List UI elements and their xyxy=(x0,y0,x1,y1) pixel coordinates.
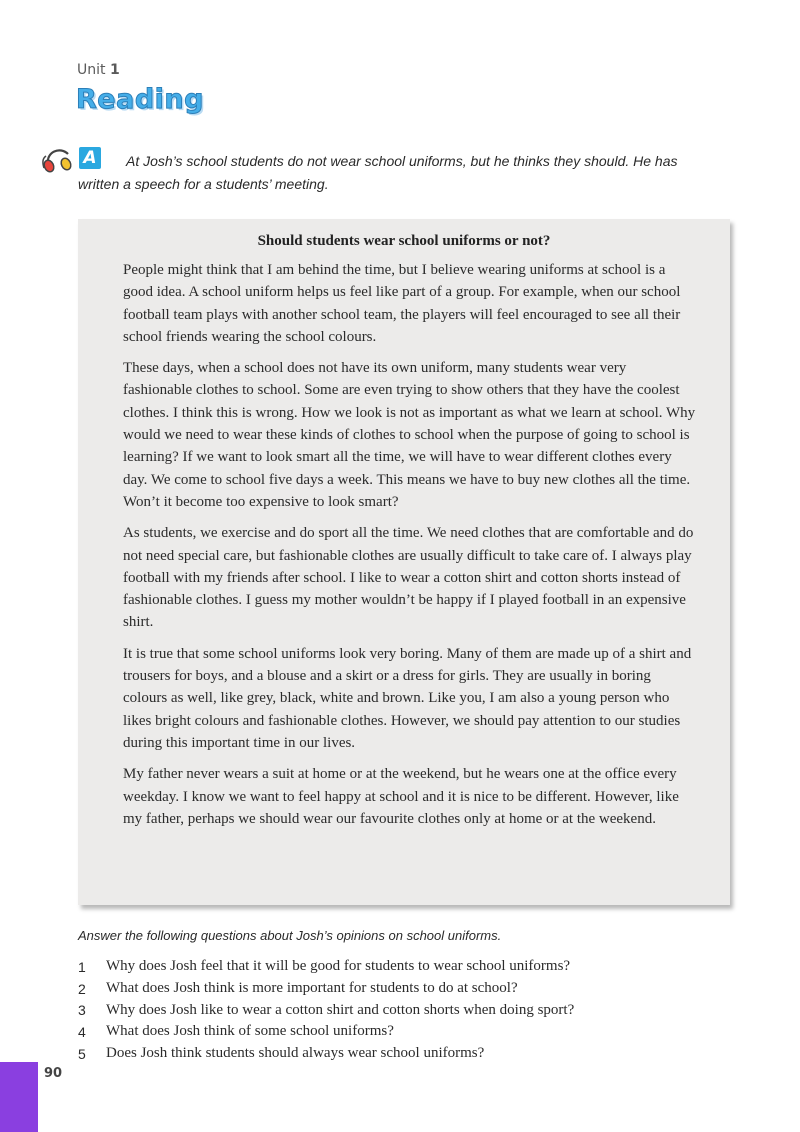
unit-label xyxy=(77,62,120,78)
unit-word: Unit xyxy=(77,62,106,78)
questions-intro: Answer the following questions about Josh’s opinions on school uniforms. xyxy=(78,928,502,943)
question-item xyxy=(78,1021,758,1043)
question-text: Why does Josh feel that it will be good for students to wear school uniforms? xyxy=(106,958,571,975)
activity-instructions: At Josh’s school students do not wear school uniforms, but he thinks they should. He has written a speech for a students’ meeting. xyxy=(78,153,678,192)
section-title: Reading xyxy=(76,84,204,115)
speech-paragraph: It is true that some school uniforms look very boring. Many of them are made up of a shirt and trousers for boys, and a blouse and a skirt or a dress for girls. They are usually in boring colours as well, like grey, black, white and brown. Like you, I am also a young person who likes bright colours and fashionable clothes. However, we should pay attention to our studies during this important time in our lives. xyxy=(123,645,692,751)
speech-paragraph: My father never wears a suit at home or at the weekend, but he wears one at the office every weekday. I know we want to feel happy at school and it is nice to be different. However, like my father, perhaps we should wear our favourite clothes only at home or at the weekend. xyxy=(123,766,679,827)
unit-number: 1 xyxy=(109,62,120,78)
question-item xyxy=(78,978,758,1000)
speech-paragraph: These days, when a school does not have its own uniform, many students wear very fashionable clothes to school. Some are even trying to show others that they have the coolest clothes. I think this is wrong. How we look is not as important as what we learn at school. Why would we need to wear these kinds of clothes to school when the purpose of going to school is learning? If we want to look smart all the time, we will have to wear different clothes every day. We come to school five days a week. This means we have to buy new clothes all the time. Won’t it become too expensive to look smart? xyxy=(123,360,696,510)
speech-panel xyxy=(78,219,730,905)
question-number: 4 xyxy=(78,1023,86,1040)
question-item xyxy=(78,999,758,1021)
speech-title: Should students wear school uniforms or not? xyxy=(257,233,551,249)
question-number: 1 xyxy=(78,958,86,975)
question-number: 2 xyxy=(78,980,86,997)
questions-list xyxy=(78,956,758,1064)
question-item xyxy=(78,1043,758,1065)
speech-paragraph: People might think that I am behind the time, but I believe wearing uniforms at school is a good idea. A school uniform helps us feel like part of a group. For example, when our school football team plays with another school team, the players will feel encouraged to see all their school friends wearing the school colours. xyxy=(123,262,681,345)
speech-paragraph: As students, we exercise and do sport all the time. We need clothes that are comfortable and do not need special care, but fashionable clothes are usually difficult to take care of. I always play football with my friends after school. I like to wear a cotton shirt and cotton shorts instead of fashionable clothes. I guess my mother wouldn’t be happy if I played football in an expensive shirt. xyxy=(123,525,694,631)
activity-badge: A xyxy=(79,147,101,169)
question-text: Why does Josh like to wear a cotton shirt and cotton shorts when doing sport? xyxy=(106,1001,575,1018)
question-text: Does Josh think students should always wear school uniforms? xyxy=(106,1045,485,1062)
page-number: 90 xyxy=(44,1066,63,1081)
page-tab xyxy=(0,1062,38,1132)
question-text: What does Josh think is more important for students to do at school? xyxy=(106,980,518,997)
question-text: What does Josh think of some school uniforms? xyxy=(106,1023,394,1040)
speech-body xyxy=(123,259,698,839)
question-number: 5 xyxy=(78,1045,86,1062)
headphones-icon[interactable] xyxy=(40,142,76,178)
question-number: 3 xyxy=(78,1002,86,1019)
question-item xyxy=(78,956,758,978)
